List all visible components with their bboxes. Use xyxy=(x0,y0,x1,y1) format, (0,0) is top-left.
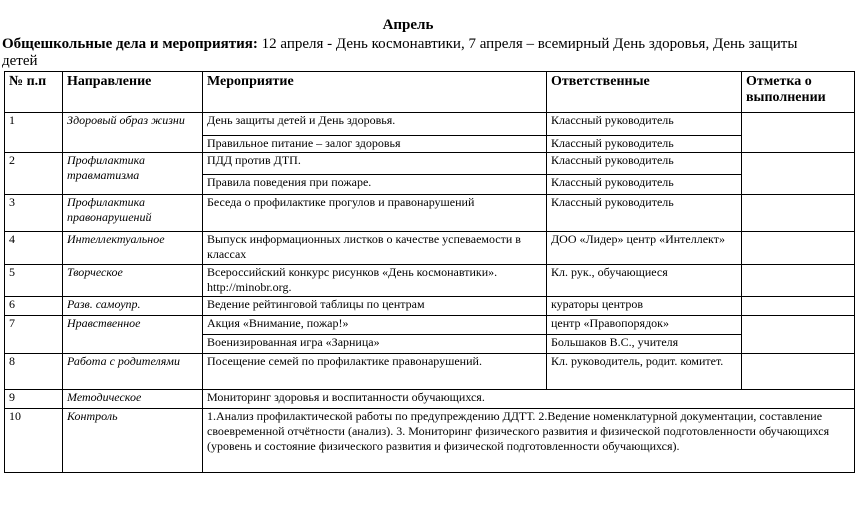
table-row xyxy=(5,354,855,390)
row-number: 7 xyxy=(5,316,63,354)
row-direction: Здоровый образ жизни xyxy=(63,113,203,153)
row-activity: ПДД против ДТП. xyxy=(203,153,547,175)
row-number: 8 xyxy=(5,354,63,390)
row-activity: Правильное питание – залог здоровья xyxy=(203,136,547,153)
page-title: Апрель xyxy=(382,17,434,33)
row-responsible: ДОО «Лидер» центр «Интеллект» xyxy=(547,232,742,265)
table-header-row xyxy=(5,72,855,113)
row-responsible: Классный руководитель xyxy=(547,195,742,232)
row-responsible: кураторы центров xyxy=(547,297,742,316)
row-direction: Профилактика правонарушений xyxy=(63,195,203,232)
plan-table xyxy=(4,71,855,473)
row-activity: Посещение семей по профилактике правонарушений. xyxy=(203,354,547,390)
table-row xyxy=(5,297,855,316)
row-direction: Творческое xyxy=(63,265,203,297)
row-mark-cell xyxy=(742,153,855,195)
header-number: № п.п xyxy=(5,72,63,113)
row-activity: Всероссийский конкурс рисунков «День космонавтики». http://minobr.org. xyxy=(203,265,547,297)
row-number: 10 xyxy=(5,409,63,473)
header-completion-mark: Отметка о выполнении xyxy=(742,72,855,113)
row-activity: Военизированная игра «Зарница» xyxy=(203,335,547,354)
row-number: 2 xyxy=(5,153,63,195)
row-activity: День защиты детей и День здоровья. xyxy=(203,113,547,136)
table-row xyxy=(5,390,855,409)
row-mark-cell xyxy=(742,232,855,265)
events-text: 12 апреля - День космонавтики, 7 апреля – всемирный День здоровья, День защиты детей xyxy=(2,36,798,69)
table-row xyxy=(5,153,855,175)
row-activity: 1.Анализ профилактической работы по предупреждению ДДТТ. 2.Ведение номенклатурной документации, составление своевременной отчётности (анализ). 3. Мониторинг физического развития и физической подготовленности обучающихся (уровень и состояние физического развития и физической подготовленности обучающихся). xyxy=(203,409,855,473)
row-direction: Контроль xyxy=(63,409,203,473)
row-mark-cell xyxy=(742,316,855,354)
row-activity: Мониторинг здоровья и воспитанности обучающихся. xyxy=(203,390,855,409)
row-activity: Акция «Внимание, пожар!» xyxy=(203,316,547,335)
table-row xyxy=(5,195,855,232)
row-responsible: Кл. рук., обучающиеся xyxy=(547,265,742,297)
table-row xyxy=(5,409,855,473)
row-direction: Интеллектуальное xyxy=(63,232,203,265)
row-responsible: Классный руководитель xyxy=(547,136,742,153)
row-number: 3 xyxy=(5,195,63,232)
row-number: 9 xyxy=(5,390,63,409)
row-responsible: центр «Правопорядок» xyxy=(547,316,742,335)
row-activity: Ведение рейтинговой таблицы по центрам xyxy=(203,297,547,316)
row-number: 1 xyxy=(5,113,63,153)
row-activity: Выпуск информационных листков о качестве успеваемости в классах xyxy=(203,232,547,265)
row-activity: Правила поведения при пожаре. xyxy=(203,175,547,195)
row-mark-cell xyxy=(742,265,855,297)
row-direction: Профилактика травматизма xyxy=(63,153,203,195)
row-direction: Нравственное xyxy=(63,316,203,354)
table-row xyxy=(5,265,855,297)
events-label: Общешкольные дела и мероприятия: xyxy=(2,36,258,52)
table-row xyxy=(5,316,855,335)
row-direction: Работа с родителями xyxy=(63,354,203,390)
row-number: 5 xyxy=(5,265,63,297)
row-responsible: Кл. руководитель, родит. комитет. xyxy=(547,354,742,390)
header-activity: Мероприятие xyxy=(203,72,547,113)
header-direction: Направление xyxy=(63,72,203,113)
row-number: 6 xyxy=(5,297,63,316)
row-mark-cell xyxy=(742,195,855,232)
row-responsible: Большаков В.С., учителя xyxy=(547,335,742,354)
row-activity: Беседа о профилактике прогулов и правонарушений xyxy=(203,195,547,232)
row-mark-cell xyxy=(742,113,855,153)
table-row xyxy=(5,113,855,136)
row-direction: Методическое xyxy=(63,390,203,409)
row-direction: Разв. самоупр. xyxy=(63,297,203,316)
row-responsible: Классный руководитель xyxy=(547,113,742,136)
row-mark-cell xyxy=(742,297,855,316)
table-row xyxy=(5,232,855,265)
header-responsible: Ответственные xyxy=(547,72,742,113)
row-number: 4 xyxy=(5,232,63,265)
events-summary xyxy=(2,36,814,70)
row-mark-cell xyxy=(742,354,855,390)
row-responsible: Классный руководитель xyxy=(547,175,742,195)
row-responsible: Классный руководитель xyxy=(547,153,742,175)
